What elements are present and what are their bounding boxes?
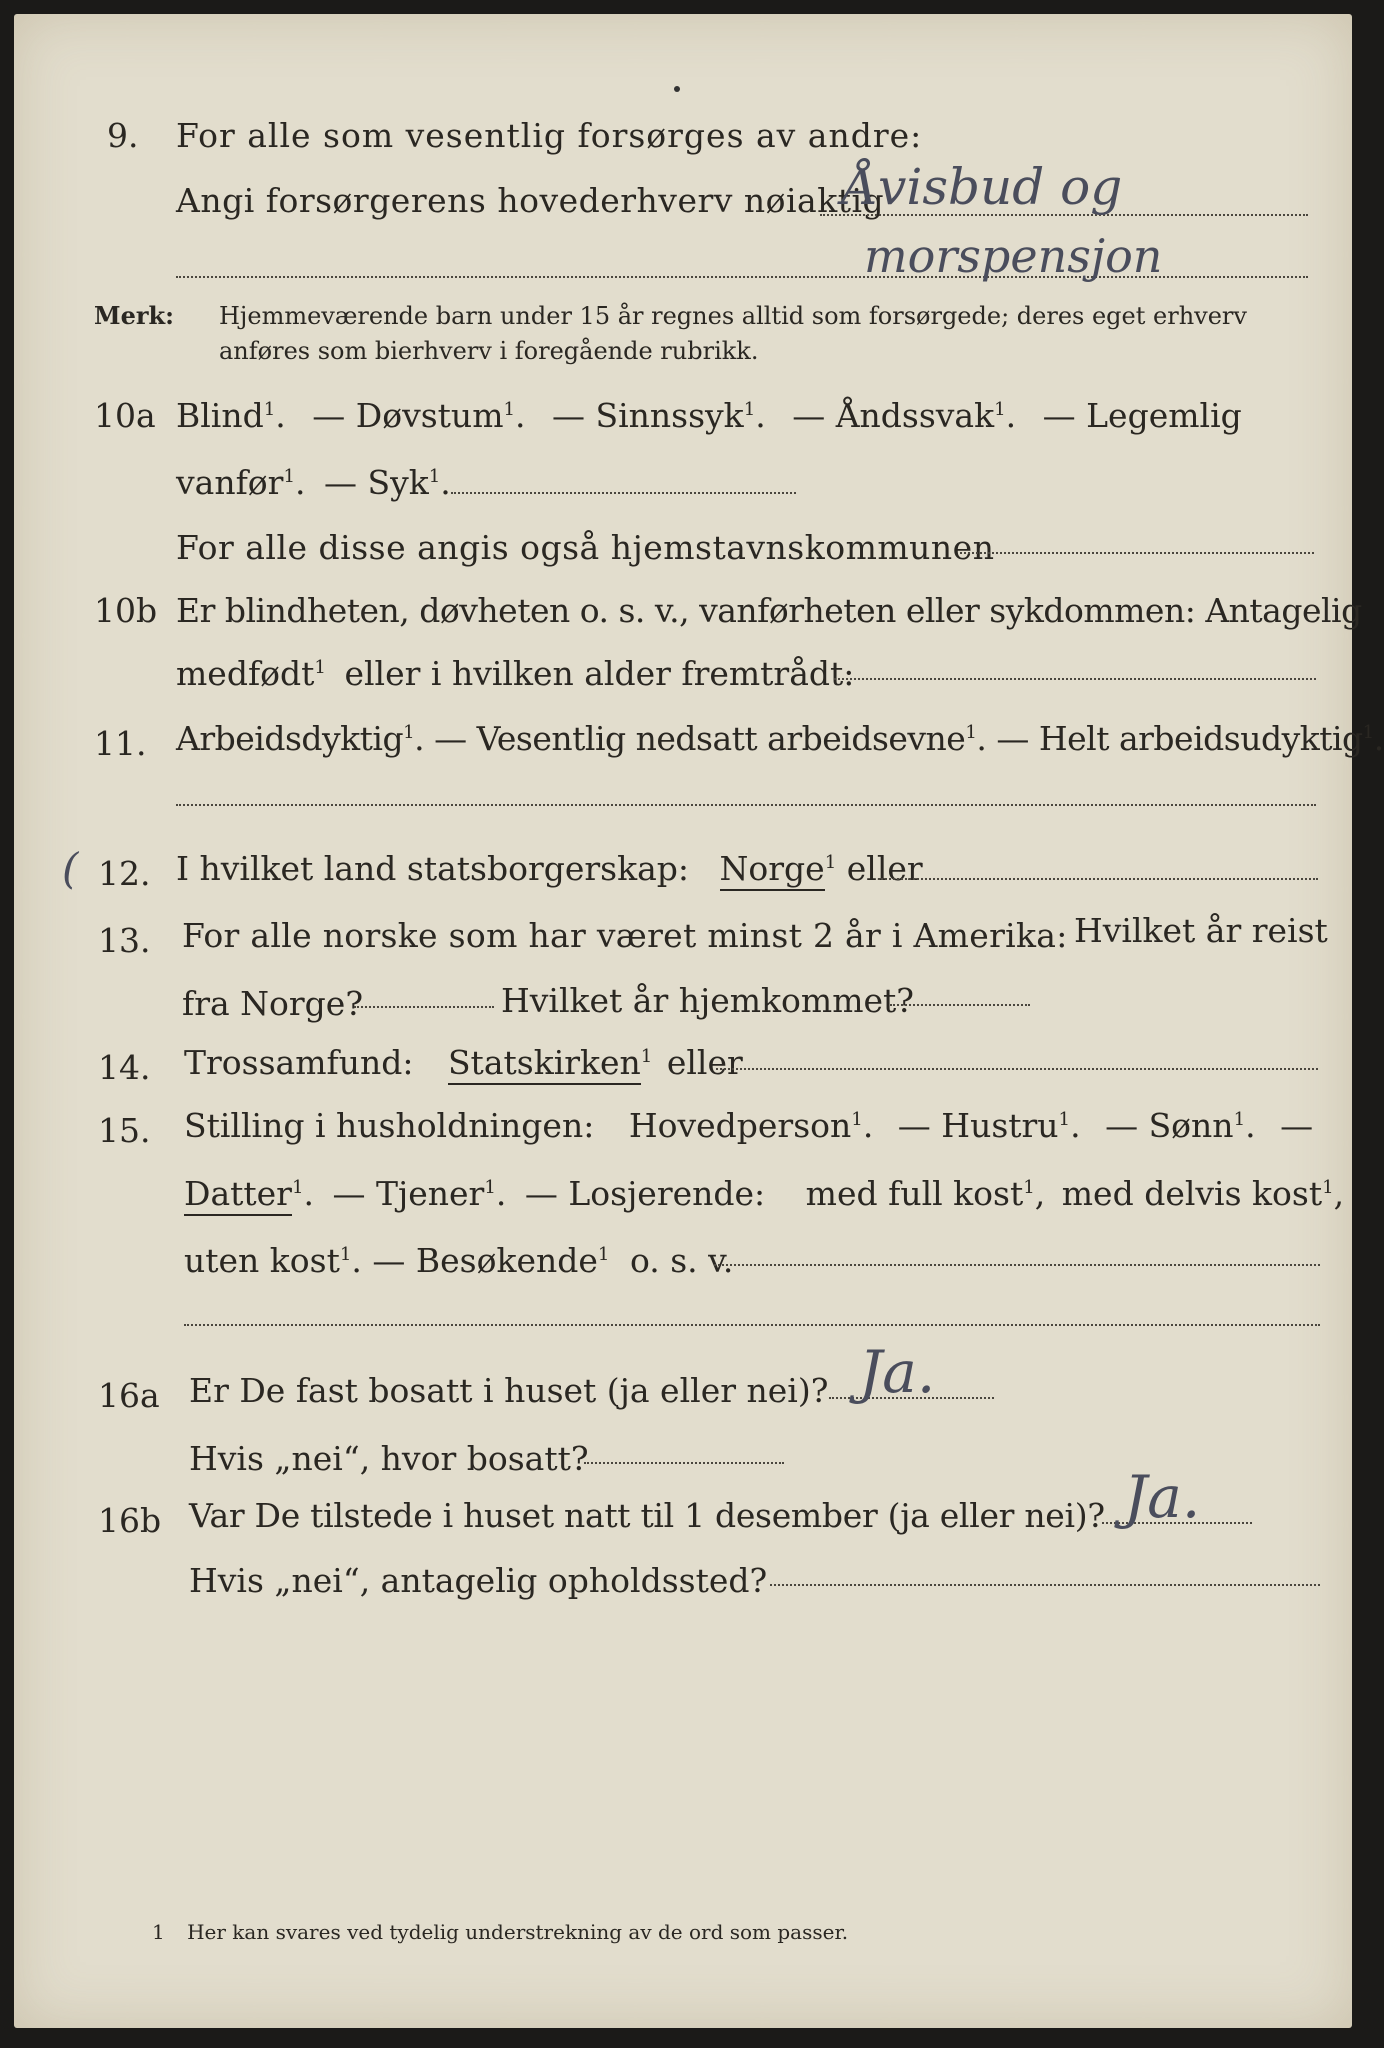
q11-udyktig: — Helt arbeidsudyktig	[996, 719, 1363, 758]
footnote-ref: 1	[597, 1244, 610, 1265]
q15-answer-line1	[714, 1264, 1320, 1266]
q15-hustru: — Hustru	[897, 1106, 1059, 1145]
footnote-mark: 1	[152, 1920, 165, 1944]
q11-answer-line	[176, 804, 1316, 806]
q12-number: 12.	[98, 854, 151, 893]
q15-delvis-kost: med delvis kost	[1061, 1174, 1323, 1213]
q10b-alder: eller i hvilken alder fremtrådt:	[344, 654, 855, 693]
footnote-ref: 1	[1362, 722, 1374, 743]
footnote-ref: 1	[291, 1177, 304, 1198]
q10a-number: 10a	[94, 396, 156, 435]
footnote-ref: 1	[851, 1109, 863, 1130]
q9-line2: Angi forsørgerens hovederhverv nøiaktig	[176, 181, 885, 220]
footnote-ref: 1	[994, 399, 1006, 420]
q15-datter: Datter	[184, 1174, 292, 1216]
q14-eller: eller	[666, 1043, 743, 1082]
q14-line	[184, 1043, 743, 1082]
q12-answer-line	[878, 878, 1318, 880]
census-form-page	[14, 14, 1384, 2028]
q10a-dovstum: — Døvstum	[312, 396, 504, 435]
q16a-number: 16a	[98, 1376, 160, 1415]
q13-line2a: fra Norge?	[182, 984, 364, 1023]
q14-number: 14.	[98, 1048, 151, 1087]
q12-line	[176, 849, 923, 888]
merk-label: Merk:	[94, 301, 174, 330]
q16b-handwritten-answer	[1124, 1459, 1304, 1543]
footnote-ref: 1	[484, 1177, 496, 1198]
footnote-ref: 1	[1233, 1109, 1246, 1130]
q10a-syk-line	[451, 492, 796, 494]
footnote-ref: 1	[965, 722, 977, 743]
q9-answer-text-2: morspensjon	[864, 229, 1163, 283]
q11-arbeidsdyktig: Arbeidsdyktig	[176, 719, 404, 758]
q16a-answer-text: Ja.	[859, 1338, 936, 1406]
q10a-line1: Blind$^1$. — Døvstum$^1$. — Sinnssyk$^1$. — Åndssvak$^1$. — Legemlig	[176, 396, 1242, 435]
footnote-ref: 1	[403, 722, 415, 743]
q13-line2b: Hvilket år hjemkommet?	[501, 981, 914, 1020]
q10b-line1: Er blindheten, døvheten o. s. v., vanførheten eller sykdommen: Antagelig	[176, 591, 1362, 630]
q16b-opholdssted-line	[770, 1584, 1320, 1586]
q10a-line3: For alle disse angis også hjemstavnskommunen	[176, 528, 995, 567]
q15-uten-kost: uten kost	[184, 1241, 340, 1280]
footnote-ref: 1	[1322, 1177, 1334, 1198]
q10a-legemlig: — Legemlig	[1042, 396, 1242, 435]
q11-number: 11.	[94, 724, 147, 763]
q16a-line1: Er De fast bosatt i huset (ja eller nei)?	[189, 1371, 829, 1410]
q16b-line2: Hvis „nei“, antagelig opholdssted?	[189, 1561, 768, 1600]
q13-line1: For alle norske som har været minst 2 år i Amerika:	[182, 916, 1068, 955]
q9-line1: For alle som vesentlig forsørges av andre:	[176, 116, 923, 155]
q16b-answer-text: Ja.	[1124, 1463, 1201, 1531]
footnote	[152, 1922, 848, 1942]
q9-answer-text-1: Åvisbud og	[842, 158, 1123, 216]
q10b-line2	[176, 654, 855, 693]
q10a-andssvak: — Åndssvak	[792, 396, 995, 435]
footnote-ref: 1	[339, 1244, 352, 1265]
q13-hjemkommet-line	[890, 1004, 1030, 1006]
footnote-ref: 1	[503, 399, 516, 420]
q12-eller: eller	[846, 849, 923, 888]
ink-dot	[674, 86, 680, 92]
footnote-ref: 1	[640, 1046, 653, 1067]
q15-osv: o. s. v.	[629, 1241, 734, 1280]
q16b-line1: Var De tilstede i huset natt til 1 desember (ja eller nei)?	[189, 1496, 1105, 1535]
q9-handwritten-answer-1	[842, 152, 1262, 226]
q13-line1b: Hvilket år reist	[1074, 911, 1328, 950]
q16a-bosatt-line	[584, 1462, 784, 1464]
q16b-number: 16b	[98, 1501, 162, 1540]
q10b-number: 10b	[94, 591, 158, 630]
q9-number: 9.	[107, 116, 139, 155]
footnote-ref: 1	[314, 657, 326, 678]
q9-handwritten-answer-2	[864, 222, 1284, 296]
q15-hovedperson: Hovedperson	[628, 1106, 852, 1145]
q15-besokende: — Besøkende	[372, 1241, 598, 1280]
q13-reist-line	[354, 1006, 494, 1008]
q12-text: I hvilket land statsborgerskap:	[176, 849, 690, 888]
q10a-vanfor: vanfør	[176, 463, 284, 502]
footnote-ref: 1	[824, 852, 837, 873]
q16a-line2: Hvis „nei“, hvor bosatt?	[189, 1439, 589, 1478]
q15-full-kost: med full kost	[805, 1174, 1024, 1213]
footnote-ref: 1	[1058, 1109, 1071, 1130]
q15-dash: —	[1280, 1106, 1314, 1145]
q16a-handwritten-answer	[859, 1334, 1059, 1418]
q15-losjerende: — Losjerende:	[524, 1174, 766, 1213]
footnote-ref: 1	[428, 466, 441, 487]
q10a-sinnssyk: — Sinnssyk	[552, 396, 744, 435]
q11-line: Arbeidsdyktig$^1$. — Vesentlig nedsatt arbeidsevne$^1$. — Helt arbeidsudyktig$^1$.	[176, 719, 1384, 758]
q15-line2: Datter$^1$. — Tjener$^1$. — Losjerende: med full kost$^1$, med delvis kost$^1$,	[184, 1177, 1344, 1210]
merk-line1: Hjemmeværende barn under 15 år regnes alltid som forsørgede; deres eget erhverv	[219, 302, 1247, 330]
q14-answer-line	[716, 1068, 1318, 1070]
q15-tjener: — Tjener	[332, 1174, 485, 1213]
q10b-answer-line	[834, 678, 1316, 680]
q14-text: Trossamfund:	[184, 1043, 414, 1082]
q11-nedsatt: — Vesentlig nedsatt arbeidsevne	[434, 719, 966, 758]
q10a-blind: Blind	[176, 396, 264, 435]
q10a-line2: vanfør$^1$. — Syk$^1$.	[176, 463, 451, 502]
footnote-ref: 1	[743, 399, 756, 420]
q15-stilling: Stilling i husholdningen:	[184, 1106, 595, 1145]
footnote-ref: 1	[263, 399, 276, 420]
footnote-text: Her kan svares ved tydelig understrekning av de ord som passer.	[187, 1920, 849, 1944]
q10a-hjemstavn-line	[960, 552, 1314, 554]
q15-line3: uten kost$^1$. — Besøkende$^1$ o. s. v.	[184, 1241, 734, 1280]
q12-norge: Norge	[720, 849, 825, 891]
footnote-ref: 1	[1023, 1177, 1035, 1198]
q10b-medfodt: medfødt	[176, 654, 315, 693]
q13-number: 13.	[98, 921, 151, 960]
footnote-ref: 1	[283, 466, 295, 487]
q15-number: 15.	[98, 1111, 151, 1150]
merk-line2: anføres som bierhverv i foregående rubrikk.	[219, 337, 759, 365]
q15-sonn: — Sønn	[1105, 1106, 1234, 1145]
q12-margin-mark: (	[62, 844, 79, 893]
q14-statskirken: Statskirken	[448, 1043, 641, 1085]
q15-line1: Stilling i husholdningen: Hovedperson$^1$. — Hustru$^1$. — Sønn$^1$. —	[184, 1106, 1314, 1145]
q10a-syk: — Syk	[323, 463, 429, 502]
q15-answer-line2	[184, 1324, 1320, 1326]
